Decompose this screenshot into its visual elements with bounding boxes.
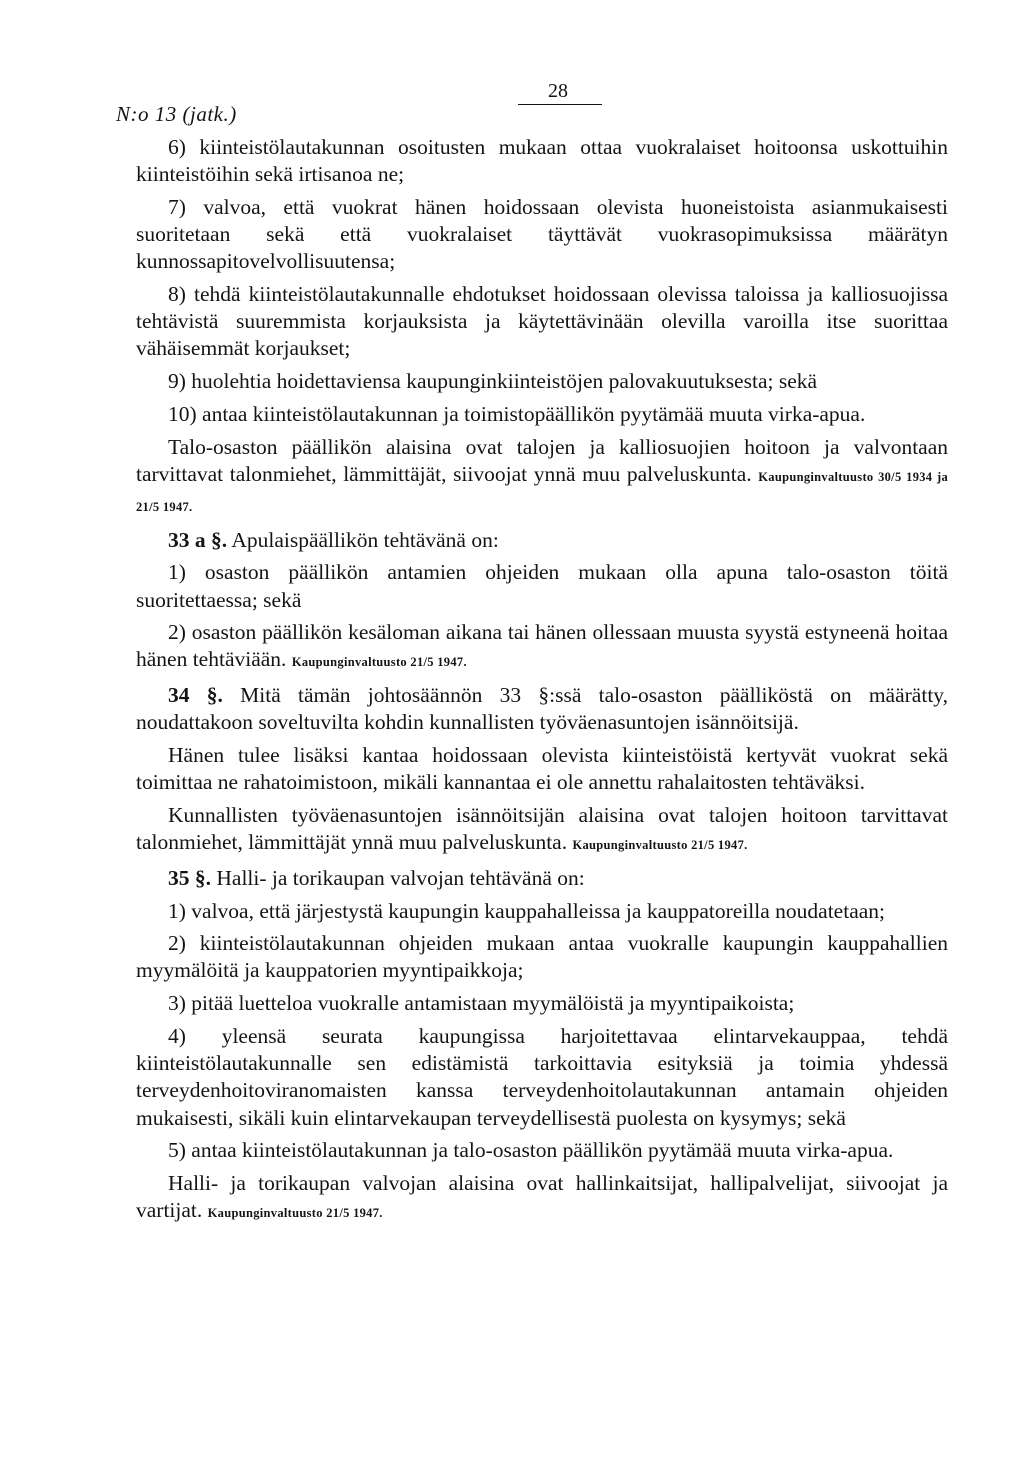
paragraph-text: 8) tehdä kiinteistölautakunnalle ehdotukset hoidossaan olevissa taloissa ja kalliosuojissa tehtävistä suuremmista korjauksista ja käytettävinään olevilla varoilla itse suorittaa vähäisemmät korjaukset; <box>136 282 948 361</box>
paragraph <box>136 1137 948 1164</box>
paragraph <box>136 742 948 796</box>
paragraph <box>136 434 948 522</box>
paragraph <box>136 990 948 1017</box>
paragraph-text: Apulaispäällikön tehtävänä on: <box>231 527 499 552</box>
paragraph-text: Talo-osaston päällikön alaisina ovat talojen ja kalliosuojien hoitoon ja valvontaan tarvittavat talonmiehet, lämmittäjät, siivoojat ynnä muu palveluskunta. <box>136 434 948 486</box>
document-body <box>136 134 948 1233</box>
paragraph-text: 7) valvoa, että vuokrat hänen hoidossaan olevista huoneistoista asianmukaisesti suoritetaan sekä että vuokralaiset täyttävät vuokrasopimuksissa määrätyn kunnossapitovelvollisuutensa; <box>136 194 948 274</box>
council-reference: Kaupunginvaltuusto 21/5 1947. <box>291 655 467 670</box>
paragraph-text: 1) osaston päällikön antamien ohjeiden mukaan olla apuna talo-osaston töitä suoritettaessa; sekä <box>136 560 948 612</box>
section-paragraph <box>136 527 948 554</box>
paragraph <box>136 619 948 676</box>
paragraph-text: 6) kiinteistölautakunnan osoitusten mukaan ottaa vuokralaiset hoitoonsa uskottuihin kiinteistöihin sekä irtisanoa ne; <box>136 135 948 187</box>
paragraph-text: Halli- ja torikaupan valvojan tehtävänä on: <box>216 865 585 890</box>
paragraph <box>136 1023 948 1132</box>
paragraph-text: Mitä tämän johtosäännön 33 §:ssä talo-osaston päälliköstä on määrätty, noudattakoon soveltuvilta kohdin kunnallisten työväenasuntojen isännöitsijä. <box>136 683 949 735</box>
paragraph <box>136 930 948 984</box>
section-paragraph <box>136 865 948 892</box>
paragraph <box>136 1170 948 1227</box>
paragraph <box>136 802 948 859</box>
paragraph <box>136 401 948 428</box>
paragraph <box>136 559 948 613</box>
section-number: 34 §. <box>168 683 223 708</box>
paragraph-text: Hänen tulee lisäksi kantaa hoidossaan olevista kiinteistöistä kertyvät vuokrat sekä toimittaa ne rahatoimistoon, mikäli kannantaa ei ole annettu rahalaitosten tehtäväksi. <box>136 743 948 795</box>
section-number: 35 §. <box>168 865 211 890</box>
council-reference: Kaupunginvaltuusto 21/5 1947. <box>207 1206 383 1221</box>
paragraph-text: 5) antaa kiinteistölautakunnan ja talo-osaston päällikön pyytämää muuta virka-apua. <box>168 1138 894 1163</box>
section-paragraph <box>136 682 948 736</box>
paragraph-text: 3) pitää luetteloa vuokralle antamistaan myymälöistä ja myyntipaikoista; <box>168 991 795 1016</box>
paragraph-text: 10) antaa kiinteistölautakunnan ja toimistopäällikön pyytämää muuta virka-apua. <box>168 401 866 426</box>
page-header <box>116 76 946 126</box>
paragraph-text: 2) osaston päällikön kesäloman aikana tai hänen ollessaan muusta syystä estyneenä hoitaa hänen tehtäviään. <box>136 620 948 672</box>
paragraph <box>136 281 948 363</box>
page-number-rule <box>518 104 602 105</box>
paragraph <box>136 134 948 188</box>
running-header: N:o 13 (jatk.) <box>116 102 237 126</box>
paragraph-text: 2) kiinteistölautakunnan ohjeiden mukaan antaa vuokralle kaupungin kauppahallien myymälöitä ja kauppatorien myyntipaikkoja; <box>136 931 948 983</box>
paragraph-text: Halli- ja torikaupan valvojan alaisina ovat hallinkaitsijat, hallipalvelijat, siivoojat ja vartijat. <box>136 1170 948 1223</box>
page-number: 28 <box>548 80 568 102</box>
paragraph <box>136 898 948 925</box>
paragraph-text: 9) huolehtia hoidettaviensa kaupunginkiinteistöjen palovakuutuksesta; sekä <box>168 369 818 394</box>
paragraph-text: 4) yleensä seurata kaupungissa harjoitettavaa elintarvekauppaa, tehdä kiinteistölautakunnalle sen edistämistä tarkoittavia esityksiä ja toimia yhdessä terveydenhoitoviranomaisten kanssa terveydenhoitolautakunnan antamain ohjeiden mukaisesti, sikäli kuin elintarvekaupan terveydellisestä puolesta on kysymys; sekä <box>136 1023 948 1130</box>
paragraph-text: Kunnallisten työväenasuntojen isännöitsijän alaisina ovat talojen hoitoon tarvittavat talonmiehet, lämmittäjät ynnä muu palveluskunta. <box>136 802 948 855</box>
paragraph <box>136 368 948 395</box>
council-reference: Kaupunginvaltuusto 30/5 1934 ja 21/5 1947. <box>136 469 948 514</box>
paragraph <box>136 194 948 276</box>
paragraph-text: 1) valvoa, että järjestystä kaupungin kauppahalleissa ja kauppatoreilla noudatetaan; <box>168 898 886 923</box>
council-reference: Kaupunginvaltuusto 21/5 1947. <box>572 838 748 853</box>
section-number: 33 a §. <box>168 527 228 552</box>
